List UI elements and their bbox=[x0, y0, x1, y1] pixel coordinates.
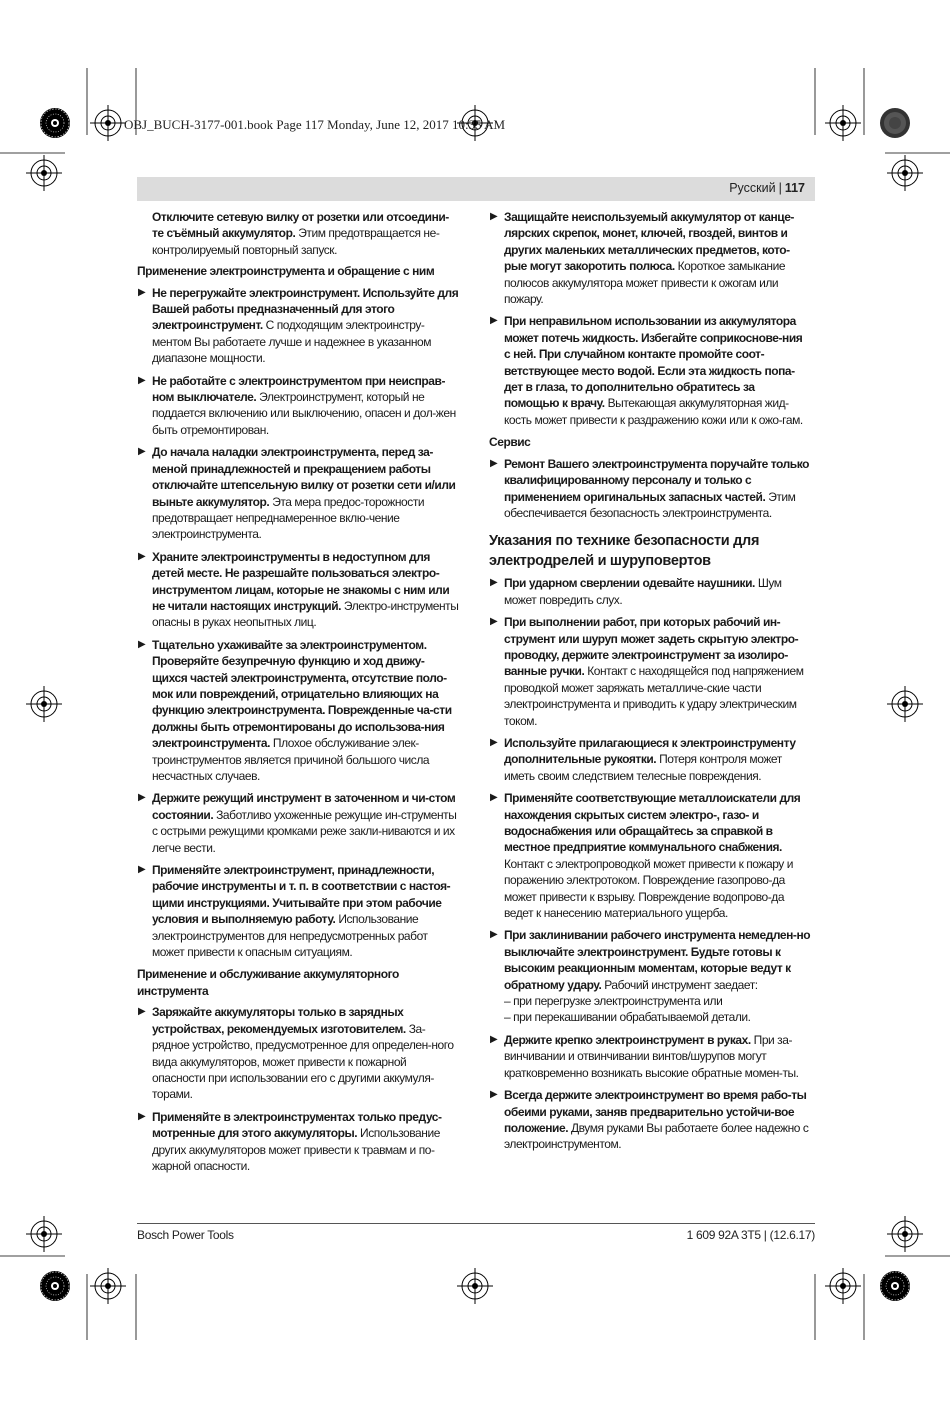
item-text: Этим обеспечивается безопасность электроинструмента. bbox=[504, 489, 796, 520]
bullet-arrow-icon: ▶ bbox=[490, 616, 498, 628]
section-title-tool-use: Применение электроинструмента и обращение с ним bbox=[137, 264, 435, 279]
intro-text: Этим предотвращается не-контролируемый повторный запуск. bbox=[152, 226, 440, 257]
item-bold: Всегда держите электроинструмент во время рабо-ты обеими руками, заняв предварительно устойчи-вое положение. bbox=[504, 1088, 807, 1135]
item-bold: Защищайте неиспользуемый аккумулятор от канце-лярских скрепок, монет, ключей, гвоздей, винтов и других маленьких металлических предметов, кото-рые могут закоротить полюса. bbox=[504, 210, 794, 274]
bullet-arrow-icon: ▶ bbox=[138, 1006, 146, 1018]
list-item bbox=[137, 862, 459, 960]
item-bold: Храните электроинструменты в недоступном для детей месте. Не разрешайте пользоваться электро-инструментом лицам, которые не знакомы с ним или не читали настоящих инструкций. bbox=[152, 549, 450, 613]
item-text: Короткое замыкание полюсов аккумулятора может привести к ожогам или пожару. bbox=[504, 259, 786, 307]
list-item bbox=[137, 285, 459, 367]
item-text: Использование электроинструментов для непредусмотренных работ может привести к опасным ситуациям. bbox=[152, 912, 428, 960]
bullet-arrow-icon: ▶ bbox=[138, 446, 146, 458]
dash-item: – при перекашивании обрабатываемой детали. bbox=[504, 1010, 751, 1025]
book-info-line: OBJ_BUCH-3177-001.book Page 117 Monday, June 12, 2017 10:35 AM bbox=[124, 117, 506, 132]
bullet-arrow-icon: ▶ bbox=[490, 929, 498, 941]
item-bold: При выполнении работ, при которых рабочий ин-струмент или шуруп может задеть скрытую электро-проводку, держите электроинструмент за изолиро-ванные ручки. bbox=[504, 615, 799, 679]
bullet-arrow-icon: ▶ bbox=[490, 792, 498, 804]
right-column bbox=[489, 209, 811, 1159]
header-separator: | bbox=[778, 181, 782, 195]
list-item bbox=[489, 313, 811, 428]
list-item bbox=[137, 637, 459, 785]
bullet-arrow-icon: ▶ bbox=[490, 457, 498, 469]
item-text: При за-винчивании и отвинчивании винтов/шурупов могут кратковременно возникать высокие обратные момен-ты. bbox=[504, 1032, 799, 1080]
bullet-arrow-icon: ▶ bbox=[138, 1110, 146, 1122]
section-title-battery: Применение и обслуживание аккумуляторного инструмента bbox=[137, 967, 399, 998]
list-item bbox=[489, 1032, 811, 1081]
item-text: Потеря контроля может иметь своим следствием телесные повреждения. bbox=[504, 752, 782, 783]
bullet-arrow-icon: ▶ bbox=[138, 374, 146, 386]
item-text: За-рядное устройство, предусмотренное для определен-ного вида аккумуляторов, может привести к пожарной опасности при использовании его с другими аккумуля-торами. bbox=[152, 1021, 454, 1102]
item-text: Рабочий инструмент заедает: bbox=[601, 977, 758, 992]
dash-item: – при перегрузке электроинструмента или bbox=[504, 994, 723, 1009]
item-text: Контакт с электропроводкой может привести к пожару и поражению электротоком. Повреждение газопрово-да может привести к взрыву. Повреждение водопрово-да ведет к нанесению материального ущерба. bbox=[504, 856, 793, 921]
bullet-arrow-icon: ▶ bbox=[138, 550, 146, 562]
item-text: Шум может повредить слух. bbox=[504, 576, 782, 607]
left-column bbox=[137, 209, 459, 1180]
header-language: Русский bbox=[729, 181, 776, 195]
item-bold: При ударном сверлении одевайте наушники. bbox=[504, 576, 755, 591]
bullet-arrow-icon: ▶ bbox=[490, 1033, 498, 1045]
item-bold: Тщательно ухаживайте за электроинструментом. Проверяйте безупречную функцию и ход движу-щихся частей электроинструмента, отсутствие поло-мок или повреждений, отрицательно влияющих на функцию электроинструмента. Поврежденные ча-сти должны быть отремонтированы до использова-ния электроинструмента. bbox=[152, 637, 452, 751]
item-text: Заботливо ухоженные режущие ин-струменты с острыми режущими кромками реже закли-ниваются и их легче вести. bbox=[152, 807, 457, 855]
item-bold: Применяйте электроинструмент, принадлежности, рабочие инструменты и т. п. в соответствии с настоя-щими инструкциями. Учитывайте при этом рабочие условия и выполняемую работу. bbox=[152, 863, 451, 927]
item-bold: Держите режущий инструмент в заточенном и чи-стом состоянии. bbox=[152, 791, 456, 822]
item-text: Плохое обслуживание элек-троинструментов является причиной большого числа несчастных случаев. bbox=[152, 736, 430, 783]
footer-rule bbox=[137, 1223, 815, 1224]
list-item bbox=[137, 373, 459, 439]
bullet-arrow-icon: ▶ bbox=[138, 638, 146, 650]
item-bold: Заряжайте аккумуляторы только в зарядных устройствах, рекомендуемых изготовителем. bbox=[152, 1005, 406, 1036]
footer-brand: Bosch Power Tools bbox=[137, 1228, 234, 1242]
bullet-arrow-icon: ▶ bbox=[138, 792, 146, 804]
bullet-arrow-icon: ▶ bbox=[138, 864, 146, 876]
item-bold: Используйте прилагающиеся к электроинструменту дополнительные рукоятки. bbox=[504, 735, 796, 767]
list-item bbox=[137, 444, 459, 542]
page-header bbox=[137, 177, 815, 201]
section-title-service: Сервис bbox=[489, 435, 531, 450]
list-item bbox=[489, 1087, 811, 1153]
intro-paragraph bbox=[137, 209, 459, 258]
bullet-arrow-icon: ▶ bbox=[490, 1089, 498, 1101]
item-text: Электроинструмент, который не поддается включению или выключению, опасен и дол-жен быть отремонтирован. bbox=[152, 390, 456, 437]
intro-bold: Отключите сетевую вилку от розетки или отсоедини-те съёмный аккумулятор. bbox=[152, 210, 449, 241]
list-item bbox=[489, 575, 811, 608]
item-bold: До начала наладки электроинструмента, перед за-меной принадлежностей и прекращением работы отключайте штепсельную вилку от розетки сети и/или выньте аккумулятор. bbox=[152, 445, 456, 509]
list-item bbox=[137, 1004, 459, 1102]
header-text bbox=[729, 181, 805, 195]
item-bold: Не работайте с электроинструментом при неисправ-ном выключателе. bbox=[152, 373, 446, 405]
bullet-arrow-icon: ▶ bbox=[138, 286, 146, 298]
item-text: С подходящим электроинстру-ментом Вы работаете лучше и надежнее в указанном диапазоне мощности. bbox=[152, 318, 432, 366]
list-item bbox=[137, 790, 459, 856]
list-item bbox=[137, 1109, 459, 1175]
item-bold: Держите крепко электроинструмент в руках. bbox=[504, 1032, 751, 1047]
page-number: 117 bbox=[784, 181, 805, 195]
item-text: Использование других аккумуляторов может привести к травмам и по-жарной опасности. bbox=[152, 1126, 440, 1173]
item-bold: Применяйте в электроинструментах только предус-мотренные для этого аккумуляторы. bbox=[152, 1109, 442, 1141]
bullet-arrow-icon: ▶ bbox=[490, 736, 498, 748]
list-item bbox=[489, 209, 811, 307]
section-heading-drills: Указания по технике безопасности для электродрелей и шуруповертов bbox=[489, 533, 760, 570]
item-bold: При неправильном использовании из аккумулятора может потечь жидкость. Избегайте соприкоснове-ния с ней. При случайном контакте промойте соот-ветствующее место водой. Если эта жидкость попа-дет в глаза, то дополнительно обратитесь за помощью к врачу. bbox=[504, 314, 803, 411]
item-bold: Применяйте соответствующие металлоискатели для нахождения скрытых систем электро-, газо- и водоснабжения или обращайтесь за справкой в местное предприятие коммунального снабжения. bbox=[504, 791, 801, 855]
list-item bbox=[489, 927, 811, 993]
item-text: Двумя руками Вы работаете более надежно с электроинструментом. bbox=[504, 1120, 809, 1152]
bullet-arrow-icon: ▶ bbox=[490, 211, 498, 222]
item-bold: При заклинивании рабочего инструмента немедлен-но выключайте электроинструмент. Будьте готовы к высоким реакционным моментам, которые ведут к обратному удару. bbox=[504, 928, 811, 992]
list-item bbox=[489, 735, 811, 784]
bullet-arrow-icon: ▶ bbox=[490, 577, 498, 589]
item-text: Контакт с находящейся под напряжением проводкой может заряжать металличе-ские части электроинструмента и приводить к удару электрическим током. bbox=[504, 664, 804, 728]
item-bold: Не перегружайте электроинструмент. Используйте для Вашей работы предназначенный для этого электроинструмент. bbox=[152, 285, 459, 333]
item-bold: Ремонт Вашего электроинструмента поручайте только квалифицированному персоналу и только с применением оригинальных запасных частей. bbox=[504, 456, 810, 504]
bullet-arrow-icon: ▶ bbox=[490, 315, 498, 327]
item-text: Вытекающая аккумуляторная жид-кость может привести к раздражению кожи или к ожо-гам. bbox=[504, 396, 803, 427]
list-item bbox=[489, 456, 811, 522]
list-item bbox=[489, 790, 811, 921]
item-text: Эта мера предос-торожности предотвращает непреднамеренное вклю-чение электроинструмента. bbox=[152, 494, 425, 542]
item-text: Электро-инструменты опасны в руках неопытных лиц. bbox=[152, 598, 459, 630]
list-item bbox=[137, 549, 459, 631]
footer-doc-number: 1 609 92A 3T5 | (12.6.17) bbox=[686, 1228, 815, 1242]
list-item bbox=[489, 614, 811, 729]
